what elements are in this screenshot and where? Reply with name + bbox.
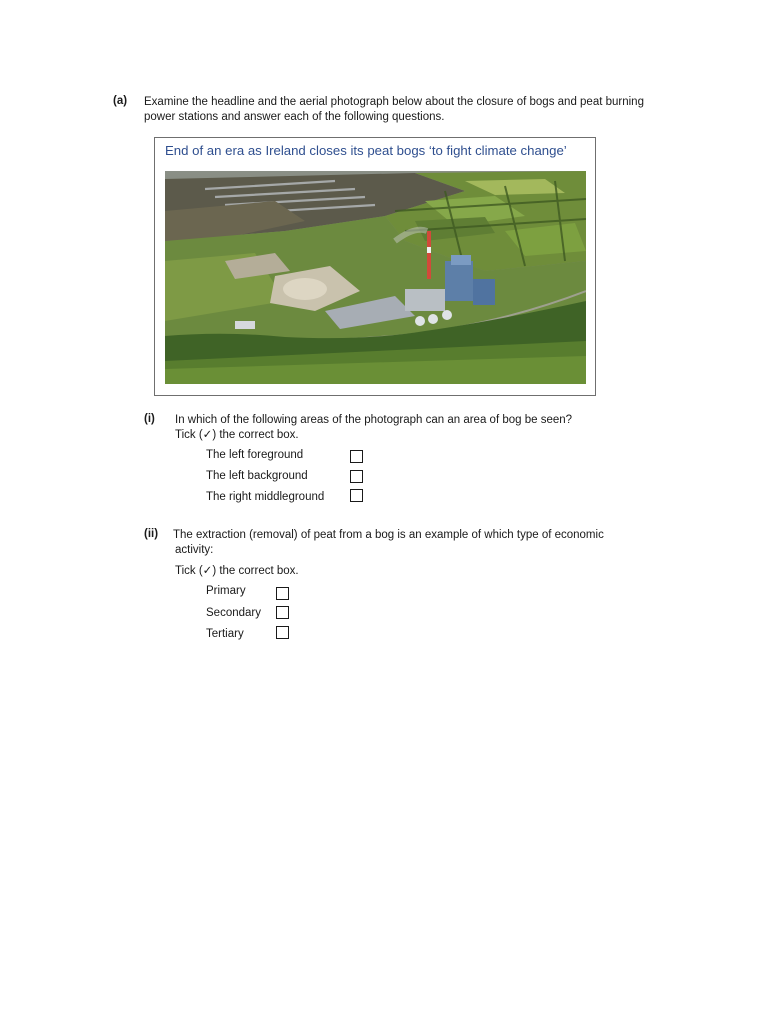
part-ii-question-line2: activity: [175, 544, 214, 556]
part-ii-instruction: Tick (✓) the correct box. [175, 565, 299, 577]
part-ii-option-label: Tertiary [206, 628, 244, 640]
part-ii-checkbox-primary[interactable] [276, 587, 289, 600]
part-i-checkbox-left-background[interactable] [350, 470, 363, 483]
figure-headline: End of an era as Ireland closes its peat bogs ‘to fight climate change’ [165, 143, 567, 158]
part-i-question: In which of the following areas of the photograph can an area of bog be seen? [175, 414, 573, 426]
part-i-checkbox-right-middleground[interactable] [350, 489, 363, 502]
question-text: Examine the headline and the aerial photograph below about the closure of bogs and peat burning power stations and answer each of the following questions. [144, 96, 644, 123]
part-ii-option-label: Secondary [206, 607, 261, 619]
part-i-option-label: The left foreground [206, 449, 304, 461]
part-i-checkbox-left-foreground[interactable] [350, 450, 363, 463]
figure-box [154, 137, 596, 396]
part-ii-checkbox-tertiary[interactable] [276, 626, 289, 639]
question-label: (a) [113, 95, 128, 107]
part-i-option-label: The left background [206, 470, 308, 482]
power-station-aerial-image [165, 171, 586, 384]
aerial-photograph [165, 171, 586, 384]
part-ii-checkbox-secondary[interactable] [276, 606, 289, 619]
part-i-label: (i) [144, 413, 155, 425]
part-ii-label: (ii) [144, 528, 159, 540]
part-i-option-label: The right middleground [206, 491, 325, 503]
part-ii-option-label: Primary [206, 585, 246, 597]
part-i-instruction: Tick (✓) the correct box. [175, 429, 299, 441]
part-ii-question-line1: The extraction (removal) of peat from a bog is an example of which type of economic [173, 529, 604, 541]
